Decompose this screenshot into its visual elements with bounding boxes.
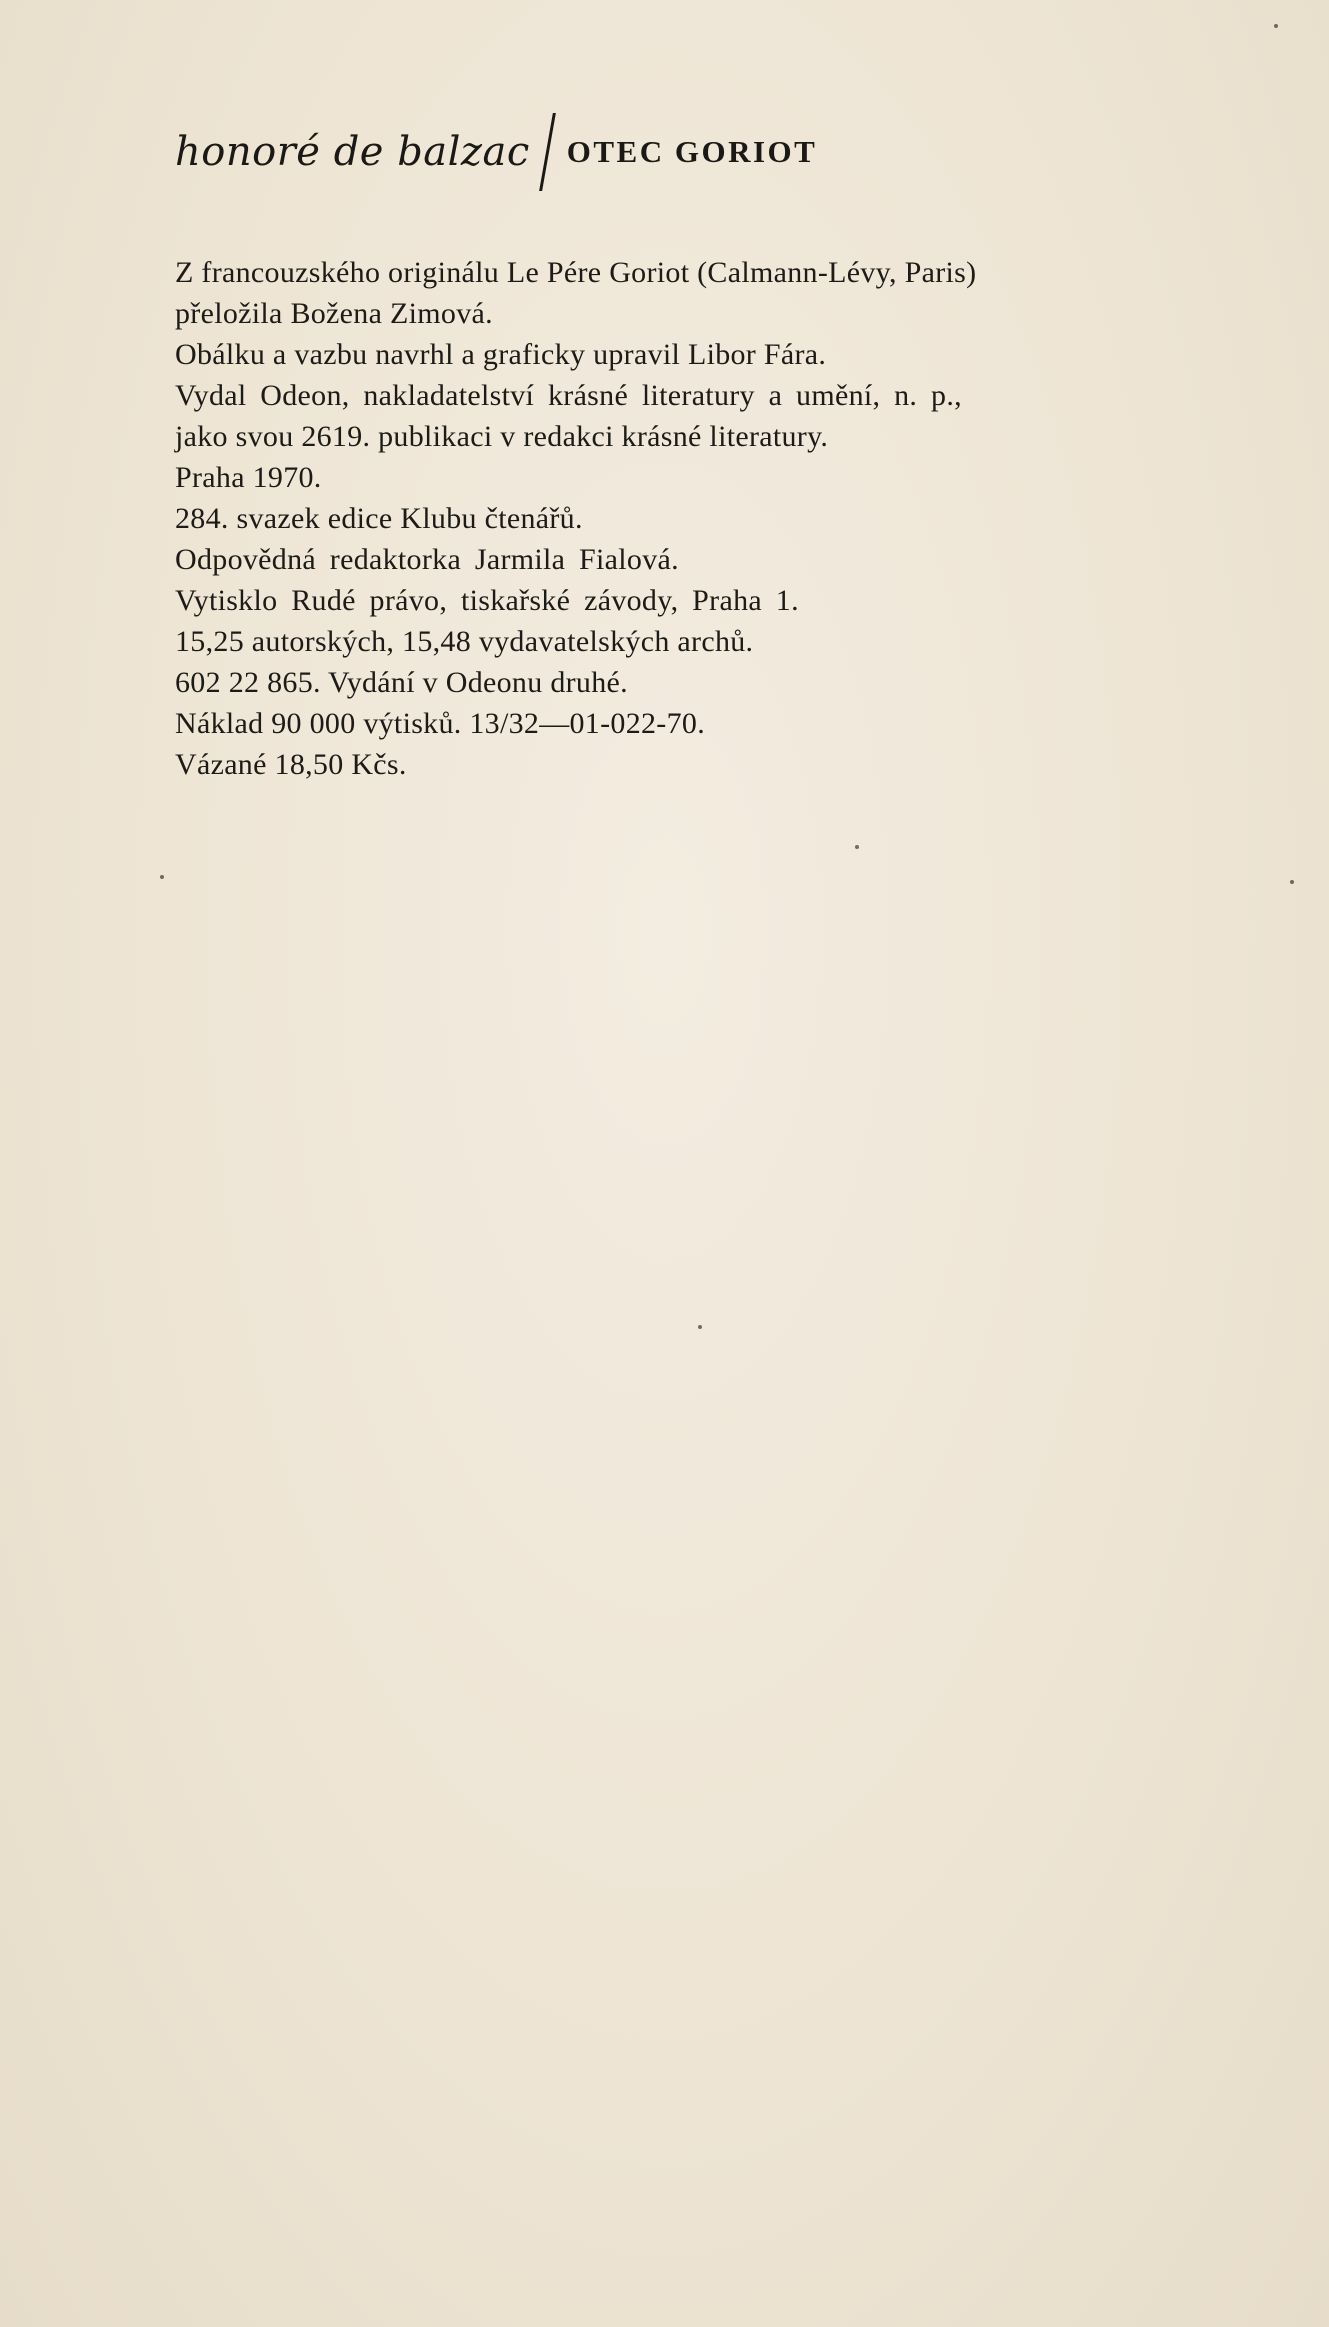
- imprint-line: jako svou 2619. publikaci v redakci krásné literatury.: [175, 420, 829, 453]
- imprint-line: Obálku a vazbu navrhl a graficky upravil Libor Fára.: [175, 338, 827, 371]
- book-title: OTEC GORIOT: [566, 134, 818, 169]
- imprint-line: Vytisklo Rudé právo, tiskařské závody, Praha 1.: [175, 584, 799, 617]
- imprint-line: 15,25 autorských, 15,48 vydavatelských archů.: [175, 625, 754, 658]
- imprint-line: 602 22 865. Vydání v Odeonu druhé.: [175, 666, 628, 699]
- imprint-block: [175, 252, 1175, 785]
- author-name: honoré de balzac: [175, 129, 530, 175]
- paper-speck: [160, 875, 164, 879]
- paper-speck: [855, 845, 859, 849]
- imprint-line: 284. svazek edice Klubu čtenářů.: [175, 502, 583, 535]
- paper-speck: [698, 1325, 702, 1329]
- page-header: [175, 112, 817, 192]
- imprint-line: Náklad 90 000 výtisků. 13/32—01-022-70.: [175, 707, 705, 740]
- imprint-line: Praha 1970.: [175, 461, 322, 494]
- paper-speck: [1290, 880, 1294, 884]
- imprint-line: Odpovědná redaktorka Jarmila Fialová.: [175, 543, 679, 576]
- imprint-line: Z francouzského originálu Le Pére Goriot (Calmann-Lévy, Paris): [175, 256, 977, 289]
- imprint-line: Vázané 18,50 Kčs.: [175, 748, 407, 781]
- imprint-line: Vydal Odeon, nakladatelství krásné literatury a umění, n. p.,: [175, 379, 962, 412]
- paper-speck: [1274, 24, 1278, 28]
- header-divider: [539, 113, 556, 191]
- imprint-line: přeložila Božena Zimová.: [175, 297, 493, 330]
